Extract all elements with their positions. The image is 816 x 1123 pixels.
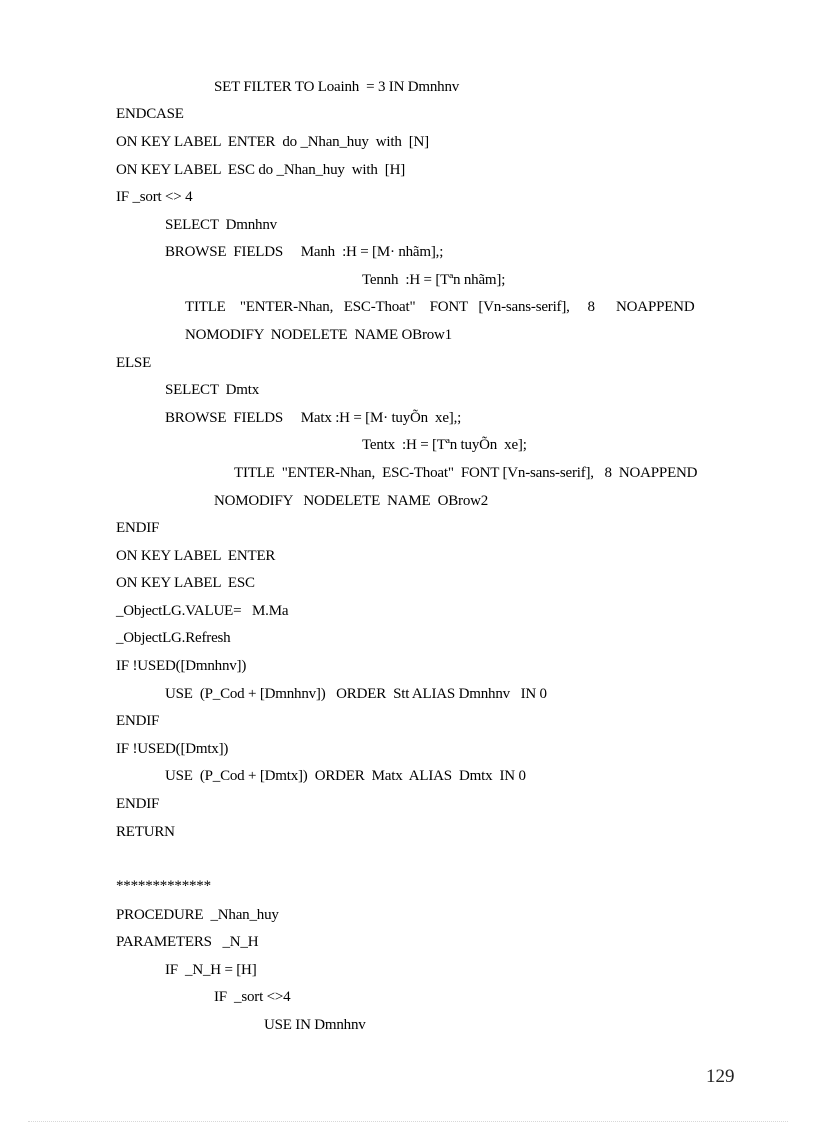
- code-line: *************: [116, 878, 211, 894]
- code-line: NOMODIFY NODELETE NAME OBrow1: [185, 327, 452, 343]
- code-line: PARAMETERS _N_H: [116, 934, 259, 950]
- code-line: RETURN: [116, 824, 175, 840]
- code-line: BROWSE FIELDS Manh :H = [M· nhãm],;: [165, 244, 444, 260]
- code-line: PROCEDURE _Nhan_huy: [116, 907, 279, 923]
- code-line: IF _sort <>4: [214, 989, 291, 1005]
- code-line: SELECT Dmtx: [165, 382, 259, 398]
- code-line: ENDIF: [116, 796, 160, 812]
- code-line: _ObjectLG.Refresh: [116, 630, 231, 646]
- code-line: ENDIF: [116, 520, 160, 536]
- code-line: ENDIF: [116, 713, 160, 729]
- page-number: 129: [706, 1066, 735, 1087]
- code-line: USE IN Dmnhnv: [264, 1017, 366, 1033]
- code-line: NOMODIFY NODELETE NAME OBrow2: [214, 493, 489, 509]
- code-line: TITLE "ENTER-Nhan, ESC-Thoat" FONT [Vn-sans-serif], 8 NOAPPEND: [185, 299, 695, 315]
- code-line: USE (P_Cod + [Dmtx]) ORDER Matx ALIAS Dmtx IN 0: [165, 768, 526, 784]
- code-line: TITLE "ENTER-Nhan, ESC-Thoat" FONT [Vn-sans-serif], 8 NOAPPEND: [234, 465, 698, 481]
- code-line: SELECT Dmnhnv: [165, 217, 277, 233]
- code-line: Tennh :H = [Tªn nhãm];: [362, 272, 506, 288]
- code-line: ON KEY LABEL ENTER: [116, 548, 276, 564]
- code-line: _ObjectLG.VALUE= M.Ma: [116, 603, 289, 619]
- code-line: ON KEY LABEL ENTER do _Nhan_huy with [N]: [116, 134, 429, 150]
- code-line: USE (P_Cod + [Dmnhnv]) ORDER Stt ALIAS Dmnhnv IN 0: [165, 686, 547, 702]
- code-line: ENDCASE: [116, 106, 184, 122]
- code-line: IF _N_H = [H]: [165, 962, 257, 978]
- code-line: ON KEY LABEL ESC do _Nhan_huy with [H]: [116, 162, 405, 178]
- code-line: SET FILTER TO Loainh = 3 IN Dmnhnv: [214, 79, 460, 95]
- code-line: IF !USED([Dmnhnv]): [116, 658, 247, 674]
- code-line: BROWSE FIELDS Matx :H = [M· tuyÕn xe],;: [165, 410, 462, 426]
- code-line: IF !USED([Dmtx]): [116, 741, 229, 757]
- code-line: ELSE: [116, 355, 152, 371]
- code-line: Tentx :H = [Tªn tuyÕn xe];: [362, 437, 527, 453]
- code-line: IF _sort <> 4: [116, 189, 193, 205]
- footer-divider: [28, 1121, 788, 1122]
- code-line: ON KEY LABEL ESC: [116, 575, 255, 591]
